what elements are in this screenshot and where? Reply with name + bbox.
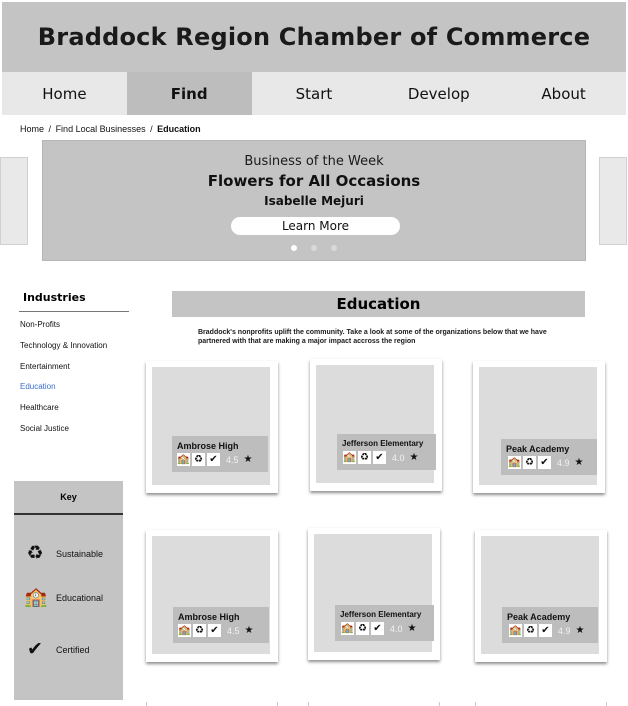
star-icon: ★ [407,623,417,634]
industry-healthcare[interactable]: Healthcare [20,403,59,413]
nav-home[interactable]: Home [42,84,87,103]
recycle-icon: ♻ [524,624,537,637]
recycle-icon: ♻ [356,622,369,635]
badge-row [341,622,416,635]
nav-start[interactable]: Start [295,84,333,103]
checkmark-icon: ✔ [538,456,551,469]
checkmark-icon: ✔ [207,453,220,466]
breadcrumb-separator: / [150,124,153,134]
carousel-dot[interactable] [311,245,317,251]
breadcrumb-home[interactable]: Home [20,124,45,134]
nav-about[interactable]: About [541,84,586,103]
banner-subtitle: Business of the Week [244,154,384,169]
key-label: Educational [56,593,104,603]
business-info [337,434,436,470]
business-name: Jefferson Elementary [340,610,422,619]
recycle-icon: ♻ [192,453,205,466]
breadcrumb-separator: / [48,124,52,134]
icon-key-panel [14,481,123,700]
card-row-partial [475,702,607,706]
carousel-next-button[interactable] [599,157,627,245]
carousel-dot[interactable] [291,245,297,251]
badge-row [509,624,584,637]
card-row-partial [308,702,440,706]
banner-title: Flowers for All Occasions [207,172,421,190]
carousel-dot[interactable] [331,245,337,251]
breadcrumb-find[interactable]: Find Local Businesses [55,124,146,134]
checkmark-icon: ✔ [539,624,552,637]
industry-technology[interactable]: Technology & Innovation [20,340,108,350]
business-name: Jefferson Elementary [342,439,424,448]
business-rating: 4.0 [392,452,405,463]
badge-row [178,624,253,637]
featured-banner [42,140,586,261]
key-row-sustainable [24,543,103,565]
checkmark-icon: ✔ [373,451,386,464]
industries-divider [19,311,129,312]
school-icon: 🏫 [341,623,354,634]
business-card[interactable] [146,530,278,662]
star-icon: ★ [575,625,585,636]
star-icon: ★ [244,625,254,636]
business-card[interactable] [146,361,278,493]
site-header [2,2,626,72]
school-icon: 🏫 [508,457,521,468]
checkmark-icon: ✔ [208,624,221,637]
carousel-dots [43,245,585,251]
key-label: Sustainable [56,549,104,559]
breadcrumb [20,124,201,134]
industry-social-justice[interactable]: Social Justice [20,423,69,433]
star-icon: ★ [243,454,253,465]
star-icon: ★ [409,452,419,463]
key-title: Key [60,492,77,502]
industry-education[interactable]: Education [20,382,56,392]
business-rating: 4.9 [558,625,571,636]
business-info [172,436,268,472]
business-rating: 4.0 [390,623,403,634]
business-info [173,607,269,643]
business-name: Ambrose High [178,612,240,622]
business-card[interactable] [308,528,440,660]
main-nav [2,72,626,115]
checkmark-icon: ✔ [371,622,384,635]
school-icon: 🏫 [509,625,522,636]
business-info [501,439,597,475]
banner-person: Isabelle Mejuri [264,194,364,208]
card-row-partial [146,702,278,706]
breadcrumb-current: Education [157,124,201,134]
school-icon: 🏫 [24,587,48,608]
learn-more-button[interactable]: Learn More [231,217,400,235]
industry-entertainment[interactable]: Entertainment [20,361,70,371]
key-divider [14,513,123,515]
nav-find[interactable]: Find [127,72,252,115]
key-label: Certified [56,645,90,655]
recycle-icon: ♻ [26,543,44,564]
carousel-prev-button[interactable] [0,157,28,245]
school-icon: 🏫 [343,452,356,463]
business-card[interactable] [475,530,607,662]
section-title: Education [172,291,585,317]
business-name: Ambrose High [177,441,239,451]
nav-develop[interactable]: Develop [407,84,470,103]
school-icon: 🏫 [177,454,190,465]
business-card[interactable] [310,359,442,491]
business-info [335,605,434,641]
recycle-icon: ♻ [358,451,371,464]
business-name: Peak Academy [506,444,570,454]
badge-row [177,453,252,466]
business-info [502,607,598,643]
badge-row [343,451,418,464]
key-row-educational [24,587,103,609]
business-name: Peak Academy [507,612,571,622]
business-rating: 4.9 [557,457,570,468]
star-icon: ★ [574,457,584,468]
school-icon: 🏫 [178,625,191,636]
recycle-icon: ♻ [523,456,536,469]
business-rating: 4.5 [226,454,239,465]
badge-row [508,456,583,469]
industries-heading: Industries [23,291,86,304]
business-rating: 4.5 [227,625,240,636]
section-description: Braddock's nonprofits uplift the community. Take a look at some of the organizations below that we have partnered with that are making a major impact accross the region [198,329,547,345]
recycle-icon: ♻ [193,624,206,637]
industries-list [20,320,107,445]
business-card[interactable] [473,361,605,493]
checkmark-icon: ✔ [27,639,43,660]
site-title: Braddock Region Chamber of Commerce [37,23,591,51]
key-row-certified [24,639,90,661]
industry-non-profits[interactable]: Non-Profits [20,320,61,329]
